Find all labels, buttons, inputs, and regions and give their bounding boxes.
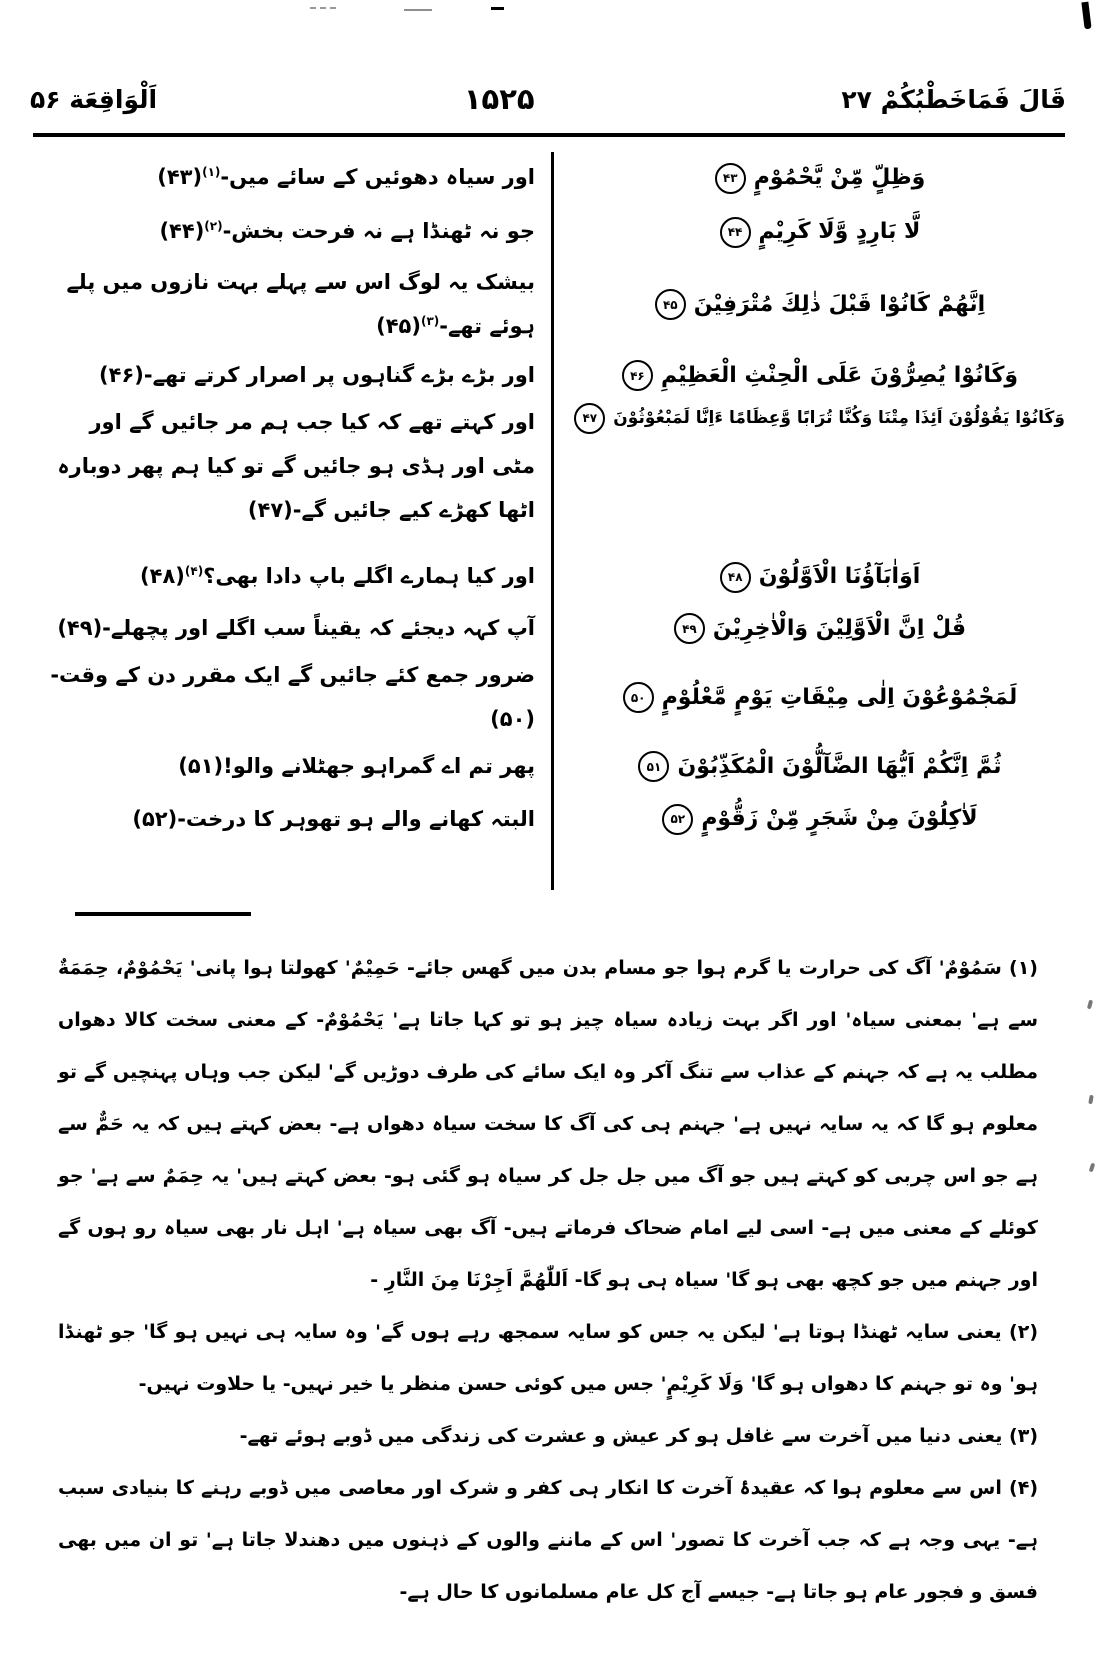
urdu-text: ضرور جمع کئے جائیں گے ایک مقرر دن کے وقت-	[50, 663, 535, 687]
header-rule	[33, 133, 1065, 137]
ayah-number-badge: ۴۸	[720, 562, 751, 593]
ayah-number-badge: ۴۳	[715, 163, 746, 194]
footnote-marker: (۴)	[1009, 1477, 1038, 1499]
arabic-verse-51	[575, 750, 1065, 783]
juz-title: قَالَ فَمَاخَطْبُكُمْ ۲۷	[841, 84, 1066, 114]
scan-artifact-tick	[1089, 1163, 1096, 1173]
ayah-number-badge: ۵۰	[623, 682, 654, 713]
urdu-translation-51	[31, 744, 575, 788]
footnote-2	[58, 1306, 1038, 1410]
footnote-ref-3: (۳)	[420, 314, 440, 328]
ayah-number-badge: ۴۹	[674, 613, 705, 644]
urdu-translation-43	[31, 155, 575, 199]
urdu-verse-number: (۴۸)	[140, 564, 185, 589]
arabic-text: ثُمَّ اِنَّكُمْ اَيُّهَا الضَّآلُّوْنَ الْمُكَذِّبُوْنَ	[677, 753, 1002, 779]
arabic-text: وَكَانُوْا يَقُوْلُوْنَ اَئِذَا مِتْنَا وَكُنَّا تُرَابًا وَّعِظَامًا ءَاِنَّا لَمَبْعُوْثُوْنَ۴۷	[574, 408, 1065, 428]
verse-row-45	[31, 258, 1065, 350]
urdu-text: اور سیاہ دھوئیں کے سائے میں-	[220, 165, 535, 190]
surah-title: اَلْوَاقِعَة ۵۶	[30, 84, 158, 114]
ayah-number-badge: ۵۲	[662, 804, 693, 835]
footnote-marker: (۱)	[1009, 957, 1038, 979]
footnote-marker: (۳)	[1009, 1425, 1038, 1447]
verse-row-46	[31, 350, 1065, 400]
footnotes-section	[58, 942, 1038, 1618]
urdu-text: آپ کہہ دیجئے کہ یقیناً سب اگلے اور پچھلے-	[102, 615, 535, 640]
footnote-text: اس سے معلوم ہوا کہ عقیدۂ آخرت کا انکار ہی کفر و شرک اور معاصی میں ڈوبے رہنے کا بنیادی سبب ہے- یہی وجہ ہے کہ جب آخرت کا تصور' اس کے ماننے والوں کے ذہنوں میں دھندلا جاتا ہے' تو ان میں بھی فسق و فجور عام ہو جاتا ہے- جیسے آج کل عام مسلمانوں کا حال ہے-	[58, 1477, 1038, 1603]
scan-artifact-line	[404, 9, 432, 11]
urdu-text: اور بڑے بڑے گناہوں پر اصرار کرتے تھے-	[143, 362, 535, 387]
arabic-verse-43	[575, 161, 1065, 194]
arabic-verse-49	[575, 612, 1065, 645]
arabic-text: لَمَجْمُوْعُوْنَ اِلٰى مِيْقَاتِ يَوْمٍ مَّعْلُوْمٍ	[661, 684, 1018, 710]
ayah-number-badge: ۴۶	[622, 360, 653, 391]
verse-row-52	[31, 791, 1065, 846]
footnote-1	[58, 942, 1038, 1306]
scan-artifact-corner-mark	[1081, 2, 1091, 30]
verse-row-51	[31, 741, 1065, 791]
arabic-verse-48	[575, 560, 1065, 593]
footnote-marker: (۲)	[1009, 1321, 1038, 1343]
urdu-verse-number: (۴۶)	[99, 362, 144, 387]
footnote-text: سَمُوْمٌ' آگ کی حرارت یا گرم ہوا جو مسام بدن میں گھس جائے- حَمِیْمٌ' کھولتا ہوا پانی' یَحْمُوْمٌ، حِمَمَةٌ سے ہے' بمعنی سیاہ' اور اگر بہت زیادہ سیاہ چیز ہو تو کہا جاتا ہے' یَحْمُوْمٌ- کے معنی سخت کالا دھواں مطلب یہ ہے کہ جہنم کے عذاب سے تنگ آکر وہ ایک سائے کی طرف دوڑیں گے' لیکن جب وہاں پہنچیں گے تو معلوم ہو گا کہ یہ سایہ نہیں ہے' جہنم ہی کی آگ کا سخت سیاہ دھواں ہے- بعض کہتے ہیں کہ یہ حَمٌّ سے ہے جو اس چربی کو کہتے ہیں جو آگ میں جل جل کر سیاہ ہو گئی ہو- بعض کہتے ہیں' یہ حِمَمٌ سے ہے' جو کوئلے کے معنی میں ہے- اسی لیے امام ضحاک فرماتے ہیں- آگ بھی سیاہ ہے' اہل نار بھی سیاہ رو ہوں گے اور جہنم میں جو کچھ بھی ہو گا' سیاہ ہی ہو گا- اَللّٰهُمَّ اَجِرْنَا مِنَ النَّارِ -	[58, 957, 1038, 1291]
scan-artifact-tick	[1088, 1095, 1094, 1105]
verse-row-44	[31, 205, 1065, 258]
ayah-number-badge: ۴۴	[720, 217, 751, 248]
urdu-text: بیشک یہ لوگ اس سے پہلے بہت نازوں میں پلے ہوئے تھے-	[66, 269, 535, 338]
verses-section	[31, 150, 1065, 846]
arabic-text: اَوَاٰبَآؤُنَا الْاَوَّلُوْنَ	[758, 564, 921, 589]
footnote-text: یعنی دنیا میں آخرت سے غافل ہو کر عیش و عشرت کی زندگی میں ڈوبے ہوئے تھے-	[239, 1425, 1003, 1447]
footnote-ref-4: (۴)	[184, 564, 204, 579]
arabic-text: لَاٰكِلُوْنَ مِنْ شَجَرٍ مِّنْ زَقُّوْمٍ	[701, 806, 978, 832]
ayah-number-badge: ۴۵	[655, 289, 686, 320]
page-number: ۱۵۲۵	[463, 82, 535, 116]
verse-row-47	[31, 400, 1065, 550]
arabic-text: اِنَّهُمْ كَانُوْا قَبْلَ ذٰلِكَ مُتْرَفِيْنَ	[693, 291, 986, 317]
scan-artifact-dash	[491, 7, 504, 10]
urdu-text: پھر تم اے گمراہو جھٹلانے والو!	[223, 754, 535, 779]
scan-artifact-tick	[1087, 1000, 1093, 1010]
footnote-separator	[75, 912, 251, 916]
urdu-verse-number: (۴۷)	[247, 498, 293, 523]
urdu-text: جو نہ ٹھنڈا ہے نہ فرحت بخش-	[222, 219, 535, 244]
scan-artifact-dashes	[310, 7, 336, 9]
urdu-translation-48	[31, 554, 575, 598]
footnote-ref-2: (۲)	[204, 219, 223, 234]
arabic-verse-52	[575, 802, 1065, 835]
ayah-number-badge: ۴۷	[574, 403, 605, 434]
footnote-4	[58, 1462, 1038, 1618]
footnote-ref-1: (۱)	[202, 165, 221, 180]
urdu-translation-50	[31, 653, 575, 741]
verse-row-49	[31, 603, 1065, 653]
arabic-text: قُلْ اِنَّ الْاَوَّلِيْنَ وَالْاٰخِرِيْنَ	[712, 615, 967, 641]
urdu-verse-number: (۵۱)	[178, 754, 224, 779]
urdu-translation-47	[31, 400, 575, 532]
arabic-verse-44	[575, 215, 1065, 248]
urdu-translation-52	[31, 797, 575, 841]
footnote-text: یعنی سایہ ٹھنڈا ہوتا ہے' لیکن یہ جس کو سایہ سمجھ رہے ہوں گے' وہ سایہ ہی نہیں ہو گا' جو ٹھنڈا ہو' وہ تو جہنم کا دھواں ہو گا' وَلَا كَرِيْمٍ' جس میں کوئی حسن منظر یا خیر نہیں- یا حلاوت نہیں-	[58, 1321, 1038, 1395]
urdu-text: اور کہتے تھے کہ کیا جب ہم مر جائیں گے اور مٹی اور ہڈی ہو جائیں گے تو کیا ہم پھر دوبارہ اٹھا کھڑے کیے جائیں گے-	[57, 410, 535, 523]
arabic-text: لَّا بَارِدٍ وَّلَا كَرِيْمٍ	[758, 219, 921, 244]
arabic-text: وَظِلٍّ مِّنْ يَّحْمُوْمٍ	[753, 165, 926, 190]
urdu-translation-45	[31, 260, 575, 348]
page-header	[30, 72, 1066, 126]
urdu-verse-number: (۴۴)	[159, 219, 205, 244]
arabic-text: وَكَانُوْا يُصِرُّوْنَ عَلَى الْحِنْثِ الْعَظِيْمِ	[660, 362, 1019, 388]
urdu-translation-46	[31, 353, 575, 397]
urdu-verse-number: (۴۵)	[376, 314, 421, 338]
footnote-3	[58, 1410, 1038, 1462]
urdu-text: البتہ کھانے والے ہو تھوہر کا درخت-	[177, 806, 535, 831]
urdu-verse-number: (۵۰)	[490, 707, 535, 732]
urdu-verse-number: (۵۲)	[132, 806, 178, 831]
arabic-verse-50	[575, 681, 1065, 714]
urdu-verse-number: (۴۳)	[157, 165, 203, 190]
urdu-text: اور کیا ہمارے اگلے باپ دادا بھی؟	[203, 564, 535, 589]
verse-row-48	[31, 550, 1065, 603]
verse-row-50	[31, 653, 1065, 741]
urdu-translation-44	[31, 209, 575, 253]
urdu-translation-49	[31, 606, 575, 650]
urdu-verse-number: (۴۹)	[57, 615, 103, 640]
arabic-verse-45	[575, 288, 1065, 321]
arabic-verse-46	[575, 359, 1065, 392]
verse-row-43	[31, 150, 1065, 205]
ayah-number-badge: ۵۱	[638, 751, 669, 782]
arabic-verse-47	[575, 400, 1065, 434]
